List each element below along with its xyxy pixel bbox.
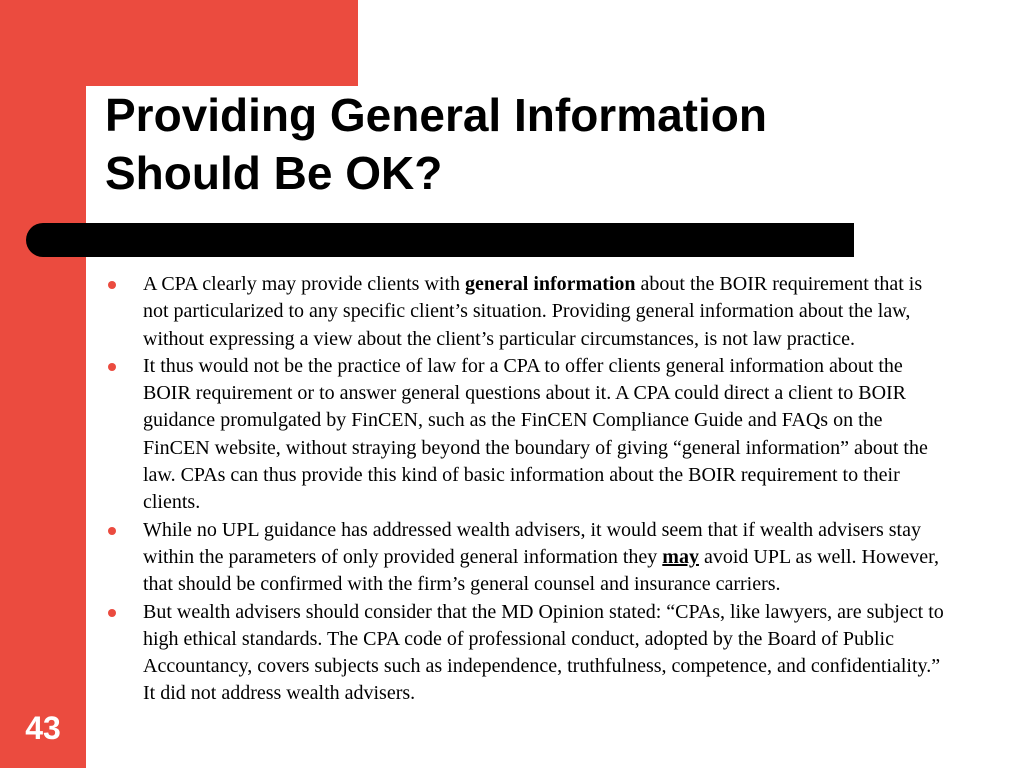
bullet-dot-icon <box>108 609 116 617</box>
bullet-text: avoid UPL as well. However, that should be confirmed with the firm’s general counsel and insurance carriers. <box>143 545 940 596</box>
bullet-list <box>105 271 945 708</box>
slide-title <box>105 86 985 202</box>
bullet-text: It thus would not be the practice of law for a CPA to offer clients general information about the BOIR requirement or to answer general questions about it. A CPA could direct a client to BOIR guidance promulgated by FinCEN, such as the FinCEN Compliance Guide and FAQs on the FinCEN website, without straying beyond the boundary of giving “general information” about the law. CPAs can thus provide this kind of basic information about the BOIR requirement to their clients. <box>143 354 928 514</box>
bullet-item <box>105 599 945 708</box>
bullet-text: about the BOIR requirement that is not particularized to any specific client’s situation. Providing general information about the law, without expressing a view about the client’s particular circumstances, is not law practice. <box>143 273 923 350</box>
accent-top-band <box>0 0 358 86</box>
bullet-dot-icon <box>108 281 116 289</box>
bullet-dot-icon <box>108 527 116 535</box>
bullet-emphasis-text: may <box>662 545 699 568</box>
title-line-1: Providing General Information <box>105 89 767 141</box>
accent-left-band <box>0 0 86 768</box>
title-divider-bar <box>26 223 854 257</box>
bullet-bold-text: general information <box>465 273 636 295</box>
bullet-text: While no UPL guidance has addressed wealth advisers, it would seem that if wealth advisers stay within the parameters of only provided general information they <box>143 518 921 568</box>
bullet-text: A CPA clearly may provide clients with <box>143 273 466 295</box>
title-line-2: Should Be OK? <box>105 147 443 199</box>
bullet-text: But wealth advisers should consider that the MD Opinion stated: “CPAs, like lawyers, are subject to high ethical standards. The CPA code of professional conduct, adopted by the Board of Public Accountancy, covers subjects such as independence, truthfulness, competence, and confidentiality.” It did not address wealth advisers. <box>143 600 944 705</box>
bullet-item <box>105 353 945 517</box>
bullet-item <box>105 271 945 353</box>
page-number: 43 <box>25 710 61 746</box>
bullet-dot-icon <box>108 363 116 371</box>
bullet-item <box>105 517 945 599</box>
